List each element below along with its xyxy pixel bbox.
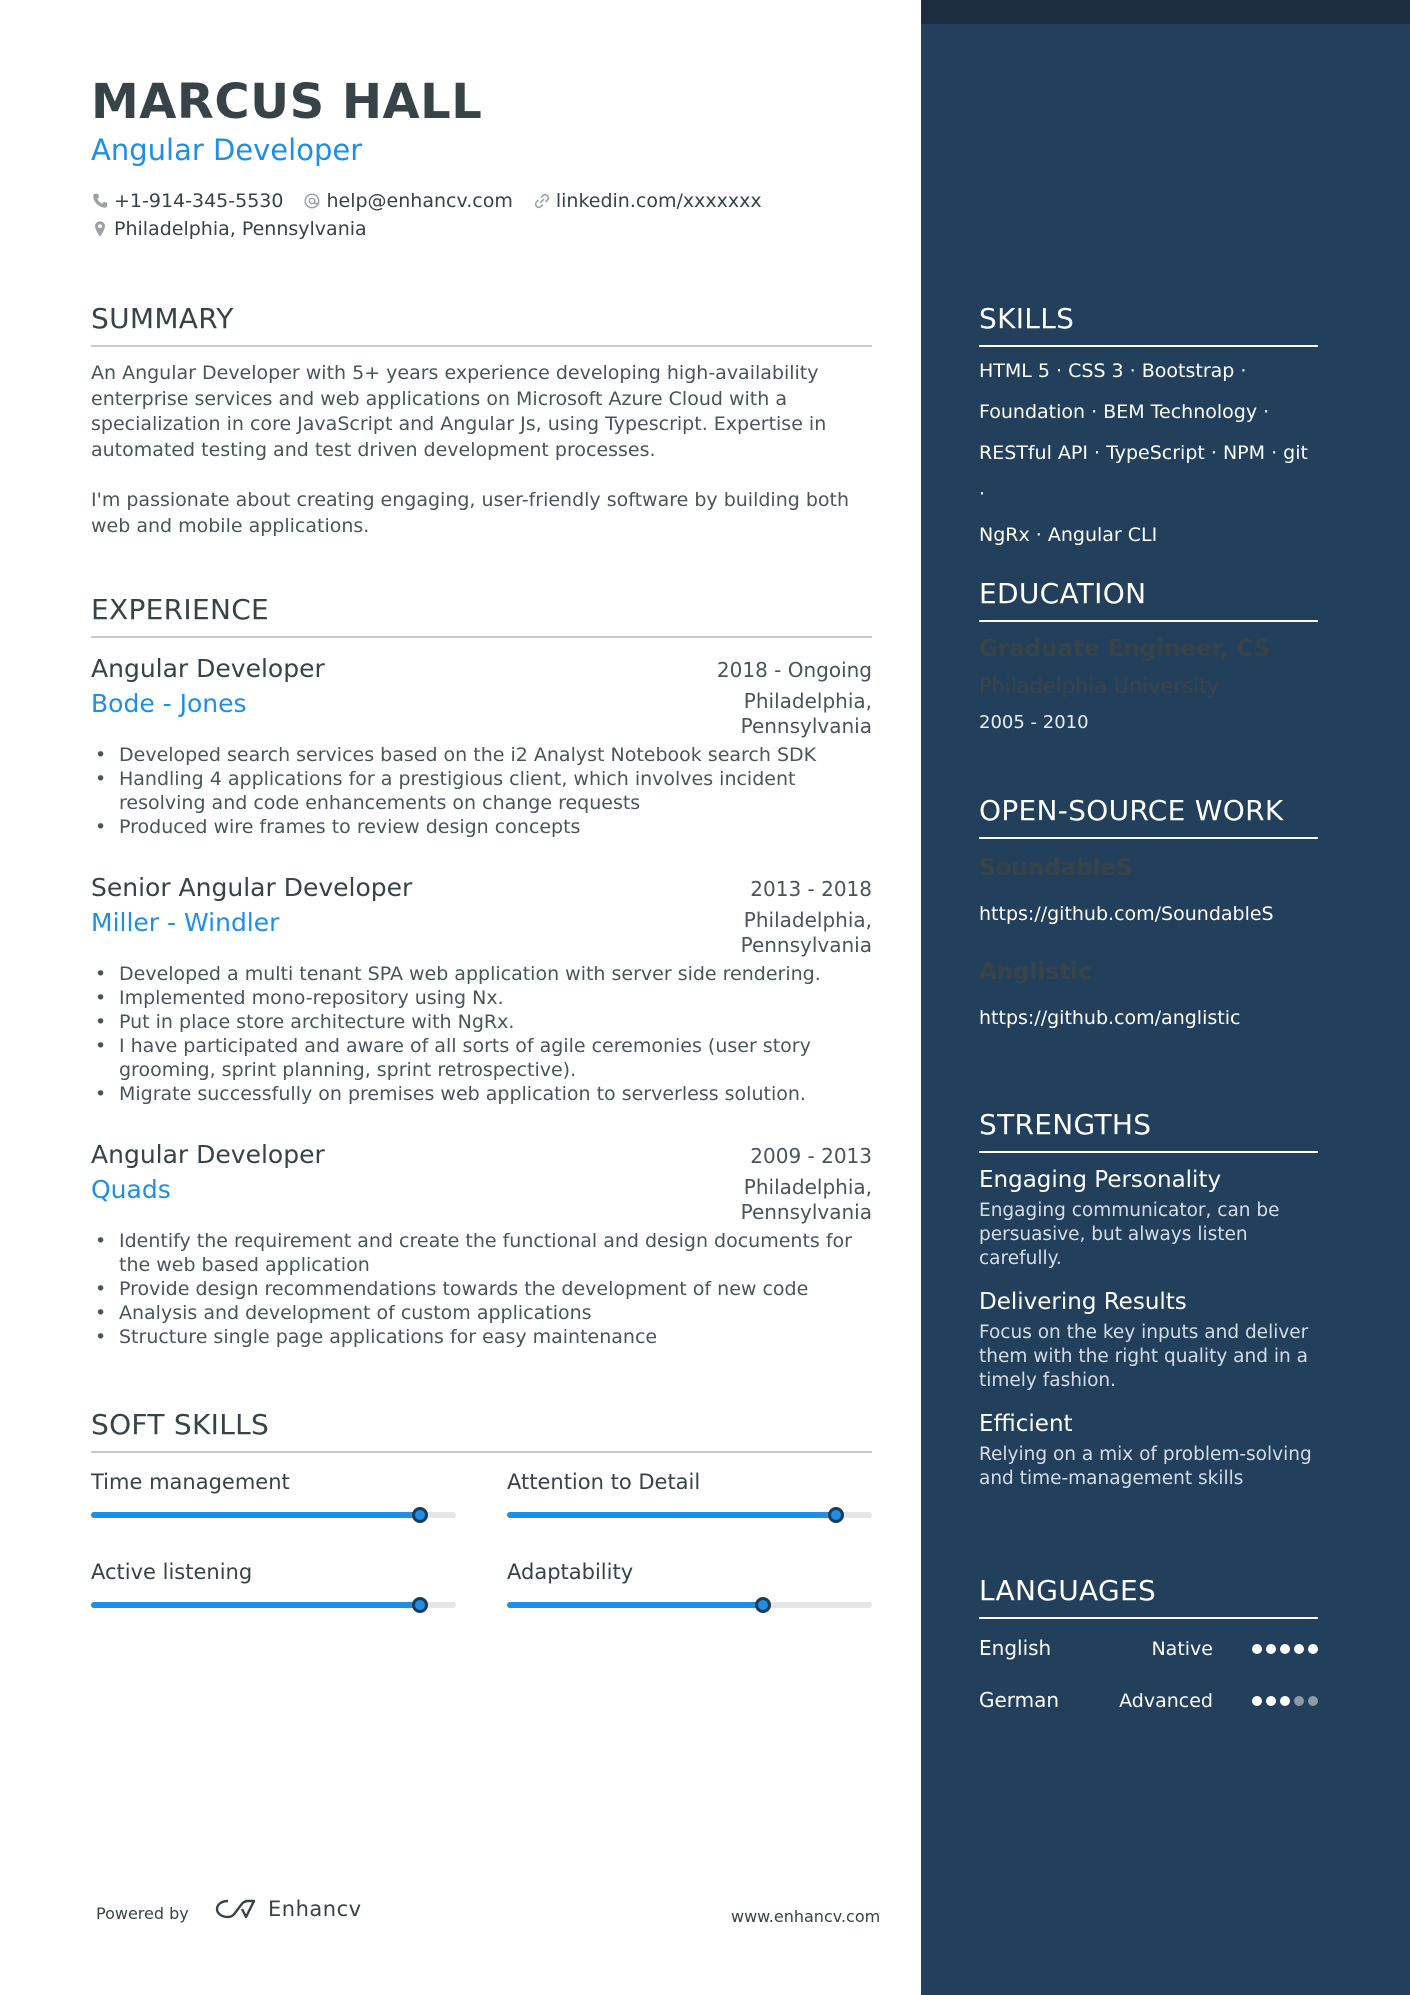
soft-skill-fill bbox=[507, 1602, 763, 1608]
soft-skill-item bbox=[507, 1470, 872, 1518]
summary-paragraph-2: I'm passionate about creating engaging, user-friendly software by building both web and mobile applications. bbox=[91, 489, 850, 537]
skills-line: NgRx · Angular CLI bbox=[979, 524, 1158, 546]
job-bullets bbox=[91, 743, 872, 839]
education-section bbox=[979, 577, 1318, 733]
linkedin-text: linkedin.com/xxxxxxx bbox=[555, 190, 762, 212]
strengths-heading: STRENGTHS bbox=[979, 1108, 1318, 1153]
job-bullets bbox=[91, 1229, 872, 1349]
job-location-line-2: Pennsylvania bbox=[740, 933, 872, 957]
soft-skill-track bbox=[507, 1602, 872, 1608]
job-bullet: • Implemented mono-repository using Nx. bbox=[91, 986, 872, 1010]
strengths-section bbox=[979, 1108, 1318, 1491]
language-dots bbox=[1248, 1644, 1318, 1654]
job-entry bbox=[91, 1140, 872, 1349]
skills-line: RESTful API · TypeScript · NPM · git · bbox=[979, 442, 1308, 505]
languages-section bbox=[979, 1574, 1318, 1734]
language-dot-filled bbox=[1294, 1644, 1304, 1654]
project-link[interactable]: https://github.com/anglistic bbox=[979, 1007, 1241, 1029]
job-location-line-1: Philadelphia, bbox=[743, 689, 872, 713]
company-name[interactable]: Bode - Jones bbox=[91, 689, 247, 718]
email-text: help@enhancv.com bbox=[326, 190, 513, 212]
enhancv-logo-icon bbox=[214, 1896, 264, 1922]
contact-linkedin[interactable] bbox=[533, 190, 762, 212]
language-dot-filled bbox=[1280, 1644, 1290, 1654]
language-level: Native bbox=[1151, 1638, 1213, 1660]
job-bullets bbox=[91, 962, 872, 1106]
contact-email[interactable] bbox=[303, 190, 512, 212]
sidebar-top-bar bbox=[921, 0, 1410, 24]
job-bullet: • I have participated and aware of all sorts of agile ceremonies (user story grooming, sprint planning, sprint retrospective). bbox=[91, 1034, 872, 1082]
language-dot-filled bbox=[1266, 1696, 1276, 1706]
job-location-line-2: Pennsylvania bbox=[740, 714, 872, 738]
job-bullet: • Analysis and development of custom applications bbox=[91, 1301, 872, 1325]
soft-skill-item bbox=[507, 1560, 872, 1608]
enhancv-logo[interactable] bbox=[214, 1896, 362, 1922]
job-location-line-1: Philadelphia, bbox=[743, 908, 872, 932]
soft-skill-knob bbox=[412, 1597, 428, 1613]
job-dates: 2013 - 2018 bbox=[750, 877, 872, 901]
job-dates: 2018 - Ongoing bbox=[716, 658, 872, 682]
job-bullet: • Put in place store architecture with NgRx. bbox=[91, 1010, 872, 1034]
language-level: Advanced bbox=[1119, 1690, 1213, 1712]
soft-skills-heading: SOFT SKILLS bbox=[91, 1408, 872, 1453]
job-bullet: • Identify the requirement and create the functional and design documents for the web based application bbox=[91, 1229, 872, 1277]
job-bullet: • Structure single page applications for easy maintenance bbox=[91, 1325, 872, 1349]
strength-description: Engaging communicator, can be persuasive, but always listen carefully. bbox=[979, 1200, 1280, 1269]
soft-skill-item bbox=[91, 1470, 456, 1518]
language-dot-filled bbox=[1252, 1696, 1262, 1706]
project-link[interactable]: https://github.com/SoundableS bbox=[979, 903, 1274, 925]
soft-skill-knob bbox=[755, 1597, 771, 1613]
location-text: Philadelphia, Pennsylvania bbox=[114, 218, 367, 240]
project-name: SoundableS bbox=[979, 855, 1133, 881]
job-bullet: • Developed a multi tenant SPA web application with server side rendering. bbox=[91, 962, 872, 986]
soft-skill-knob bbox=[828, 1507, 844, 1523]
job-title: Angular Developer bbox=[91, 654, 325, 683]
language-row bbox=[979, 1688, 1318, 1718]
languages-heading: LANGUAGES bbox=[979, 1574, 1318, 1619]
job-location-line-2: Pennsylvania bbox=[740, 1200, 872, 1224]
education-dates: 2005 - 2010 bbox=[979, 712, 1089, 733]
strength-item bbox=[979, 1411, 1318, 1491]
summary-heading: SUMMARY bbox=[91, 302, 872, 347]
job-bullet: • Produced wire frames to review design concepts bbox=[91, 815, 872, 839]
open-source-section bbox=[979, 794, 1318, 1029]
soft-skill-name: Time management bbox=[91, 1470, 290, 1494]
summary-paragraph-1: An Angular Developer with 5+ years experience developing high-availability enterprise services and web applications on Microsoft Azure Cloud with a specialization in core JavaScript and Angular Js, using Typescript. Expertise in automated testing and test driven development processes. bbox=[91, 362, 827, 461]
job-bullet: • Provide design recommendations towards the development of new code bbox=[91, 1277, 872, 1301]
language-dot-filled bbox=[1252, 1644, 1262, 1654]
language-name: English bbox=[979, 1636, 1052, 1660]
candidate-title: Angular Developer bbox=[91, 133, 363, 167]
language-dots bbox=[1248, 1696, 1318, 1706]
soft-skill-track bbox=[91, 1602, 456, 1608]
experience-heading: EXPERIENCE bbox=[91, 593, 872, 638]
job-entry bbox=[91, 873, 872, 1106]
strength-description: Focus on the key inputs and deliver them with the right quality and in a timely fashion. bbox=[979, 1322, 1309, 1391]
contact-location bbox=[91, 218, 367, 240]
company-name[interactable]: Quads bbox=[91, 1175, 171, 1204]
soft-skill-name: Attention to Detail bbox=[507, 1470, 701, 1494]
education-heading: EDUCATION bbox=[979, 577, 1318, 622]
powered-by-label: Powered by bbox=[96, 1904, 189, 1923]
skills-section bbox=[979, 302, 1318, 556]
soft-skill-name: Active listening bbox=[91, 1560, 253, 1584]
job-bullet: • Migrate successfully on premises web application to serverless solution. bbox=[91, 1082, 872, 1106]
job-title: Angular Developer bbox=[91, 1140, 325, 1169]
education-school: Philadelphia University bbox=[979, 674, 1220, 698]
phone-text: +1-914-345-5530 bbox=[114, 190, 284, 212]
language-row bbox=[979, 1636, 1318, 1666]
enhancv-brand: Enhancv bbox=[268, 1897, 362, 1921]
skills-list bbox=[979, 351, 1318, 556]
soft-skill-item bbox=[91, 1560, 456, 1608]
language-dot-empty bbox=[1294, 1696, 1304, 1706]
language-dot-empty bbox=[1308, 1696, 1318, 1706]
education-degree: Graduate Engineer, CS bbox=[979, 636, 1271, 662]
project-name: Anglistic bbox=[979, 959, 1092, 985]
job-bullet: • Developed search services based on the i2 Analyst Notebook search SDK bbox=[91, 743, 872, 767]
experience-section bbox=[91, 593, 872, 638]
soft-skill-fill bbox=[507, 1512, 836, 1518]
strength-description: Relying on a mix of problem-solving and time-management skills bbox=[979, 1444, 1312, 1489]
soft-skill-track bbox=[507, 1512, 872, 1518]
soft-skill-fill bbox=[91, 1512, 420, 1518]
language-dot-filled bbox=[1266, 1644, 1276, 1654]
job-title: Senior Angular Developer bbox=[91, 873, 413, 902]
footer-website[interactable]: www.enhancv.com bbox=[731, 1907, 881, 1926]
link-icon bbox=[533, 191, 551, 211]
contact-phone[interactable] bbox=[91, 190, 283, 212]
strength-item bbox=[979, 1167, 1318, 1271]
summary-section bbox=[91, 302, 872, 539]
open-source-heading: OPEN-SOURCE WORK bbox=[979, 794, 1318, 839]
location-pin-icon bbox=[91, 219, 109, 239]
strength-title: Delivering Results bbox=[979, 1289, 1187, 1315]
job-entry bbox=[91, 654, 872, 839]
skills-heading: SKILLS bbox=[979, 302, 1318, 347]
strength-title: Efficient bbox=[979, 1411, 1073, 1437]
strength-title: Engaging Personality bbox=[979, 1167, 1222, 1193]
soft-skill-knob bbox=[412, 1507, 428, 1523]
job-location-line-1: Philadelphia, bbox=[743, 1175, 872, 1199]
job-bullet: • Handling 4 applications for a prestigious client, which involves incident resolving and code enhancements on change requests bbox=[91, 767, 872, 815]
soft-skills-section bbox=[91, 1408, 872, 1453]
job-dates: 2009 - 2013 bbox=[750, 1144, 872, 1168]
soft-skill-track bbox=[91, 1512, 456, 1518]
soft-skill-fill bbox=[91, 1602, 420, 1608]
skills-line: HTML 5 · CSS 3 · Bootstrap · bbox=[979, 360, 1247, 382]
language-dot-filled bbox=[1280, 1696, 1290, 1706]
at-icon bbox=[303, 191, 321, 211]
soft-skill-name: Adaptability bbox=[507, 1560, 634, 1584]
skills-line: Foundation · BEM Technology · bbox=[979, 401, 1270, 423]
company-name[interactable]: Miller - Windler bbox=[91, 908, 280, 937]
job-location bbox=[741, 1175, 872, 1225]
candidate-name: MARCUS HALL bbox=[91, 74, 483, 130]
contact-info bbox=[91, 187, 891, 243]
phone-icon bbox=[91, 191, 109, 211]
strength-item bbox=[979, 1289, 1318, 1393]
job-location bbox=[741, 689, 872, 739]
language-dot-filled bbox=[1308, 1644, 1318, 1654]
job-location bbox=[741, 908, 872, 958]
language-name: German bbox=[979, 1688, 1060, 1712]
